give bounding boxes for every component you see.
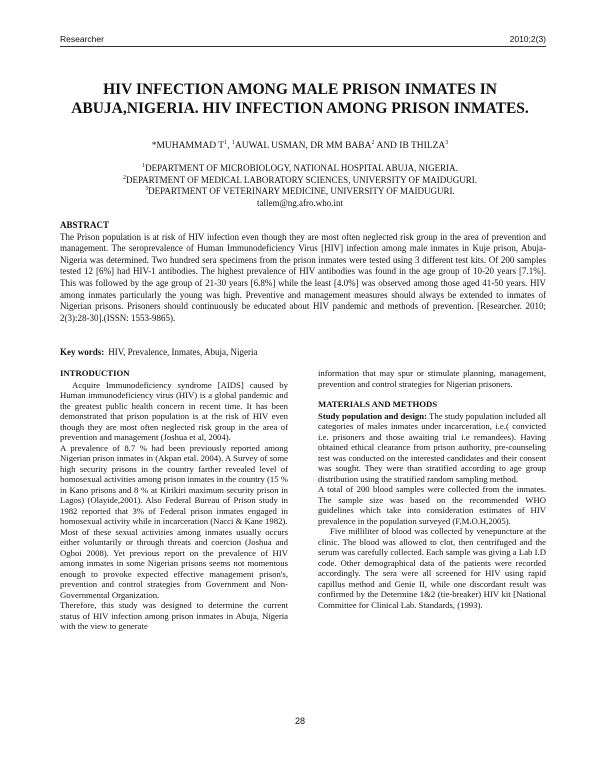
page-number: 28 [294, 716, 305, 726]
author-line: *MUHAMMAD $T^1$, $^1$AUWAL USMAN, DR MM BABA$^2$ AND IB THILZA$^3$ [151, 139, 449, 151]
left-column [60, 368, 288, 632]
abstract-heading: ABSTRACT [60, 220, 110, 230]
abstract [60, 220, 546, 324]
affiliation-1: $^1$DEPARTMENT OF MICROBIOLOGY, NATIONAL HOSPITAL ABUJA, NIGERIA. [142, 163, 458, 173]
intro-paragraph-4: Therefore, this study was designed to determine the current status of HIV infection among prison inmates in Abuja, Nigeria with the view to generate [60, 600, 288, 631]
journal-issue: 2010;2(3) [509, 34, 546, 44]
methods-paragraph-3: Five milliliter of blood was collected by venepuncture at the clinic. The blood was allowed to clot, then centrifuged and the serum was carefully collected. Each sample was giving a Lab I.D code. Other demographical data of the patients were recorded accordingly. The sera were all screened for HIV using rapid capillus method and Genie II, while one discordant result was confirmed by the Determine 1&2 (tie-breaker) HIV kit [National Committee for Clinical Lab. Standards, (1993). [318, 526, 546, 610]
methods-heading: MATERIALS AND METHODS [318, 399, 438, 409]
study-population-subheading: Study population and design: [318, 410, 427, 421]
running-header [60, 34, 546, 47]
right-column [318, 368, 546, 610]
journal-name: Researcher [60, 34, 104, 44]
affiliation-3: $^3$DEPARTMENT OF VETERINARY MEDICINE, UNIVERSITY OF MAIDUGURI. [145, 186, 455, 196]
keywords-value: HIV, Prevalence, Inmates, Abuja, Nigeria [108, 347, 258, 357]
intro-paragraph-3: Most of these sexual activities among inmates usually occurs either voluntarily or through threats and coercion (Joshua and Ogboi 2008). Yet previous report on the prevalence of HIV among inmates in some Nigerian prisons seems not momentous enough to provoke expected effective management prison's, prevention and control strategies from Government and Non-Governmental Organization. [60, 526, 288, 600]
abstract-body: The Prison population is at risk of HIV infection even though they are most often neglected risk group in the area of prevention and management. The seroprevalence of Human Immunodeficiency Virus [HIV] infection among male inmates in Kuje prison, Abuja- Nigeria was determined. Two hundred sera specimens from the prison inmates were tested using 3 different test kits. Of 200 samples tested 12 [6%] had HIV-1 antibodies. The highest prevalence of HIV antibodies was found in the age group of 10-20 years [7.1%]. This was followed by the age group of 21-30 years [6.8%] while the least [4.0%] was observed among those aged 41-50 years. HIV among inmates particularly the young was high. Preventive and management measures should always be extended to inmates of Nigerian prisons. Prisoners should continuously be educated about HIV pandemic and methods of prevention. [Researcher. 2010; 2(3):28-30].(ISSN: 1553-9865). [60, 231, 546, 323]
affiliation-2: $^2$DEPARTMENT OF MEDICAL LABORATORY SCIENCES, UNIVERSITY OF MAIDUGURI. [122, 174, 478, 185]
methods-paragraph-2: A total of 200 blood samples were collected from the inmates. The sample size was based on the recommended WHO guidelines which take into consideration estimates of HIV prevalence in the population surveyed (F,M.O.H,2005). [318, 484, 546, 526]
intro-paragraph-1: Acquire Immunodeficiency syndrome [AIDS] caused by Human immunodeficiency virus (HIV) is a global pandemic and the greatest public health concern in recent time. It has been demonstrated that prison population is at the risk of HIV even though they are most often neglected risk group in the area of prevention and management (Joshua et al, 2004). [60, 379, 288, 442]
keywords [60, 347, 546, 357]
intro-paragraph-2: A prevalence of 8.7 % had been previously reported among Nigerian prison inmates in (Akpan etal. 2004). A Survey of some high security prisons in the country farther revealed level of homosexual activities among prison inmates in the country (15 % in Kano prisons and 8 % at Kirikiri maximum security prison in Lagos) (Olayide,2001). Also Federal Bureau of Prison study in 1982 reported that 3% of Federal prison inmates engaged in homosexual activity while in incarceration (Nacci & Kane 1982). [60, 442, 289, 526]
keywords-label: Key words: [60, 347, 105, 357]
methods-paragraph-1: Study population and design: The study population included all categories of males inmates under incarceration, i.e.( convicted i.e. prisoners and those awaiting trial i.e remandees). Having obtained ethical clearance from prison authority, pre-counseling test was conducted on the interested candidates and their consent was sought. They were than stratified according to age group distribution using the stratified random sampling method. [318, 410, 546, 484]
author-email: tallem@ng.afro.who.int [256, 197, 344, 208]
affiliations [60, 163, 540, 209]
paper-title: HIV INFECTION AMONG MALE PRISON INMATES IN ABUJA,NIGERIA. HIV INFECTION AMONG PRISON INMATES. [71, 81, 529, 117]
intro-heading: INTRODUCTION [60, 368, 130, 378]
intro-continuation: information that may spur or stimulate planning, management, prevention and control strategies for Nigerian prisoners. [318, 368, 546, 389]
